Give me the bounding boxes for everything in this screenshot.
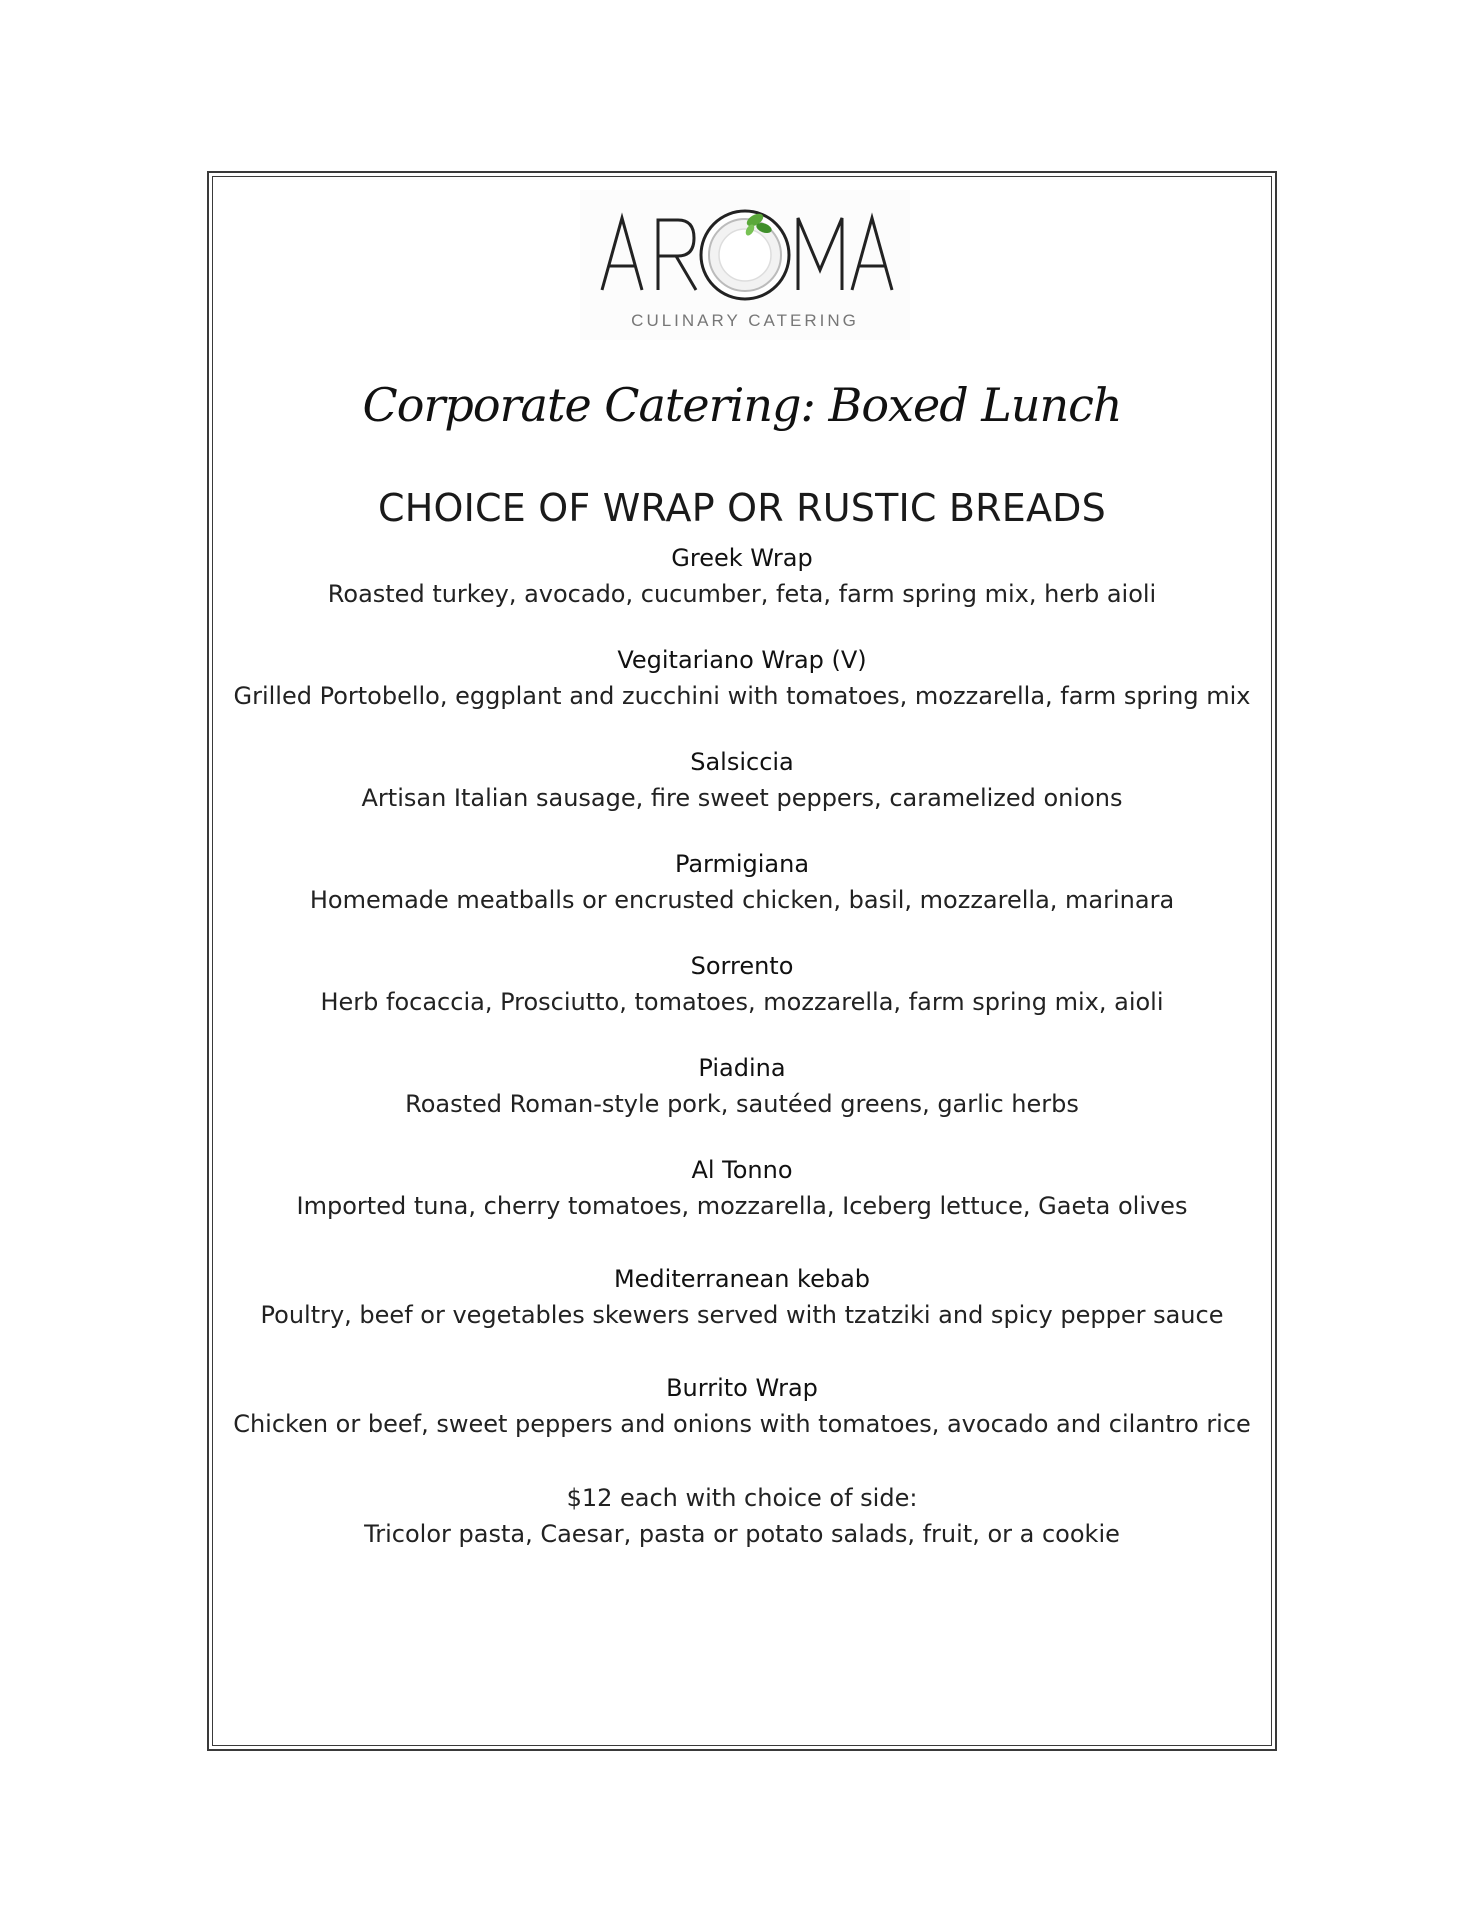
menu-item-description: Imported tuna, cherry tomatoes, mozzarella, Iceberg lettuce, Gaeta olives — [296, 1192, 1188, 1220]
menu-list — [0, 540, 1484, 1479]
menu-item-name: Salsiccia — [690, 748, 794, 776]
menu-item-description: Chicken or beef, sweet peppers and onions with tomatoes, avocado and cilantro rice — [233, 1410, 1251, 1438]
menu-item-description: Grilled Portobello, eggplant and zucchini with tomatoes, mozzarella, farm spring mix — [233, 682, 1251, 710]
sides-line: Tricolor pasta, Caesar, pasta or potato salads, fruit, or a cookie — [364, 1520, 1120, 1548]
menu-item-name: Sorrento — [690, 952, 794, 980]
menu-item — [0, 540, 1484, 642]
menu-item — [0, 744, 1484, 846]
logo-tagline: CULINARY CATERING — [631, 311, 859, 330]
page-subtitle: Corporate Catering: Boxed Lunch — [362, 378, 1122, 432]
menu-item-name: Mediterranean kebab — [613, 1265, 871, 1293]
logo-letter-a2 — [852, 218, 892, 290]
aroma-logo-graphic — [580, 190, 910, 340]
menu-item-name: Piadina — [698, 1054, 786, 1082]
pricing-line: $12 each with choice of side: — [566, 1484, 918, 1512]
menu-item — [0, 846, 1484, 948]
menu-item-description: Poultry, beef or vegetables skewers served with tzatziki and spicy pepper sauce — [260, 1301, 1224, 1329]
logo-letter-m — [798, 218, 842, 290]
menu-item-name: Parmigiana — [674, 850, 810, 878]
menu-item — [0, 1152, 1484, 1261]
menu-item-description: Artisan Italian sausage, fire sweet peppers, caramelized onions — [361, 784, 1123, 812]
menu-item-name: Vegitariano Wrap (V) — [617, 646, 867, 674]
menu-item — [0, 642, 1484, 744]
pricing-block — [0, 1480, 1484, 1552]
menu-item — [0, 1261, 1484, 1370]
menu-item-name: Al Tonno — [691, 1156, 793, 1184]
aroma-logo — [580, 190, 910, 340]
logo-letter-r — [658, 220, 696, 290]
menu-item-description: Herb focaccia, Prosciutto, tomatoes, mozzarella, farm spring mix, aioli — [320, 988, 1164, 1016]
menu-item — [0, 948, 1484, 1050]
menu-item-description: Roasted turkey, avocado, cucumber, feta, farm spring mix, herb aioli — [327, 580, 1157, 608]
menu-item — [0, 1050, 1484, 1152]
menu-item — [0, 1370, 1484, 1479]
menu-item-name: Burrito Wrap — [666, 1374, 818, 1402]
logo-letter-a — [602, 218, 642, 290]
menu-item-description: Homemade meatballs or encrusted chicken, basil, mozzarella, marinara — [309, 886, 1175, 914]
menu-item-name: Greek Wrap — [671, 544, 813, 572]
section-heading: CHOICE OF WRAP OR RUSTIC BREADS — [378, 486, 1106, 530]
menu-item-description: Roasted Roman-style pork, sautéed greens, garlic herbs — [405, 1090, 1079, 1118]
